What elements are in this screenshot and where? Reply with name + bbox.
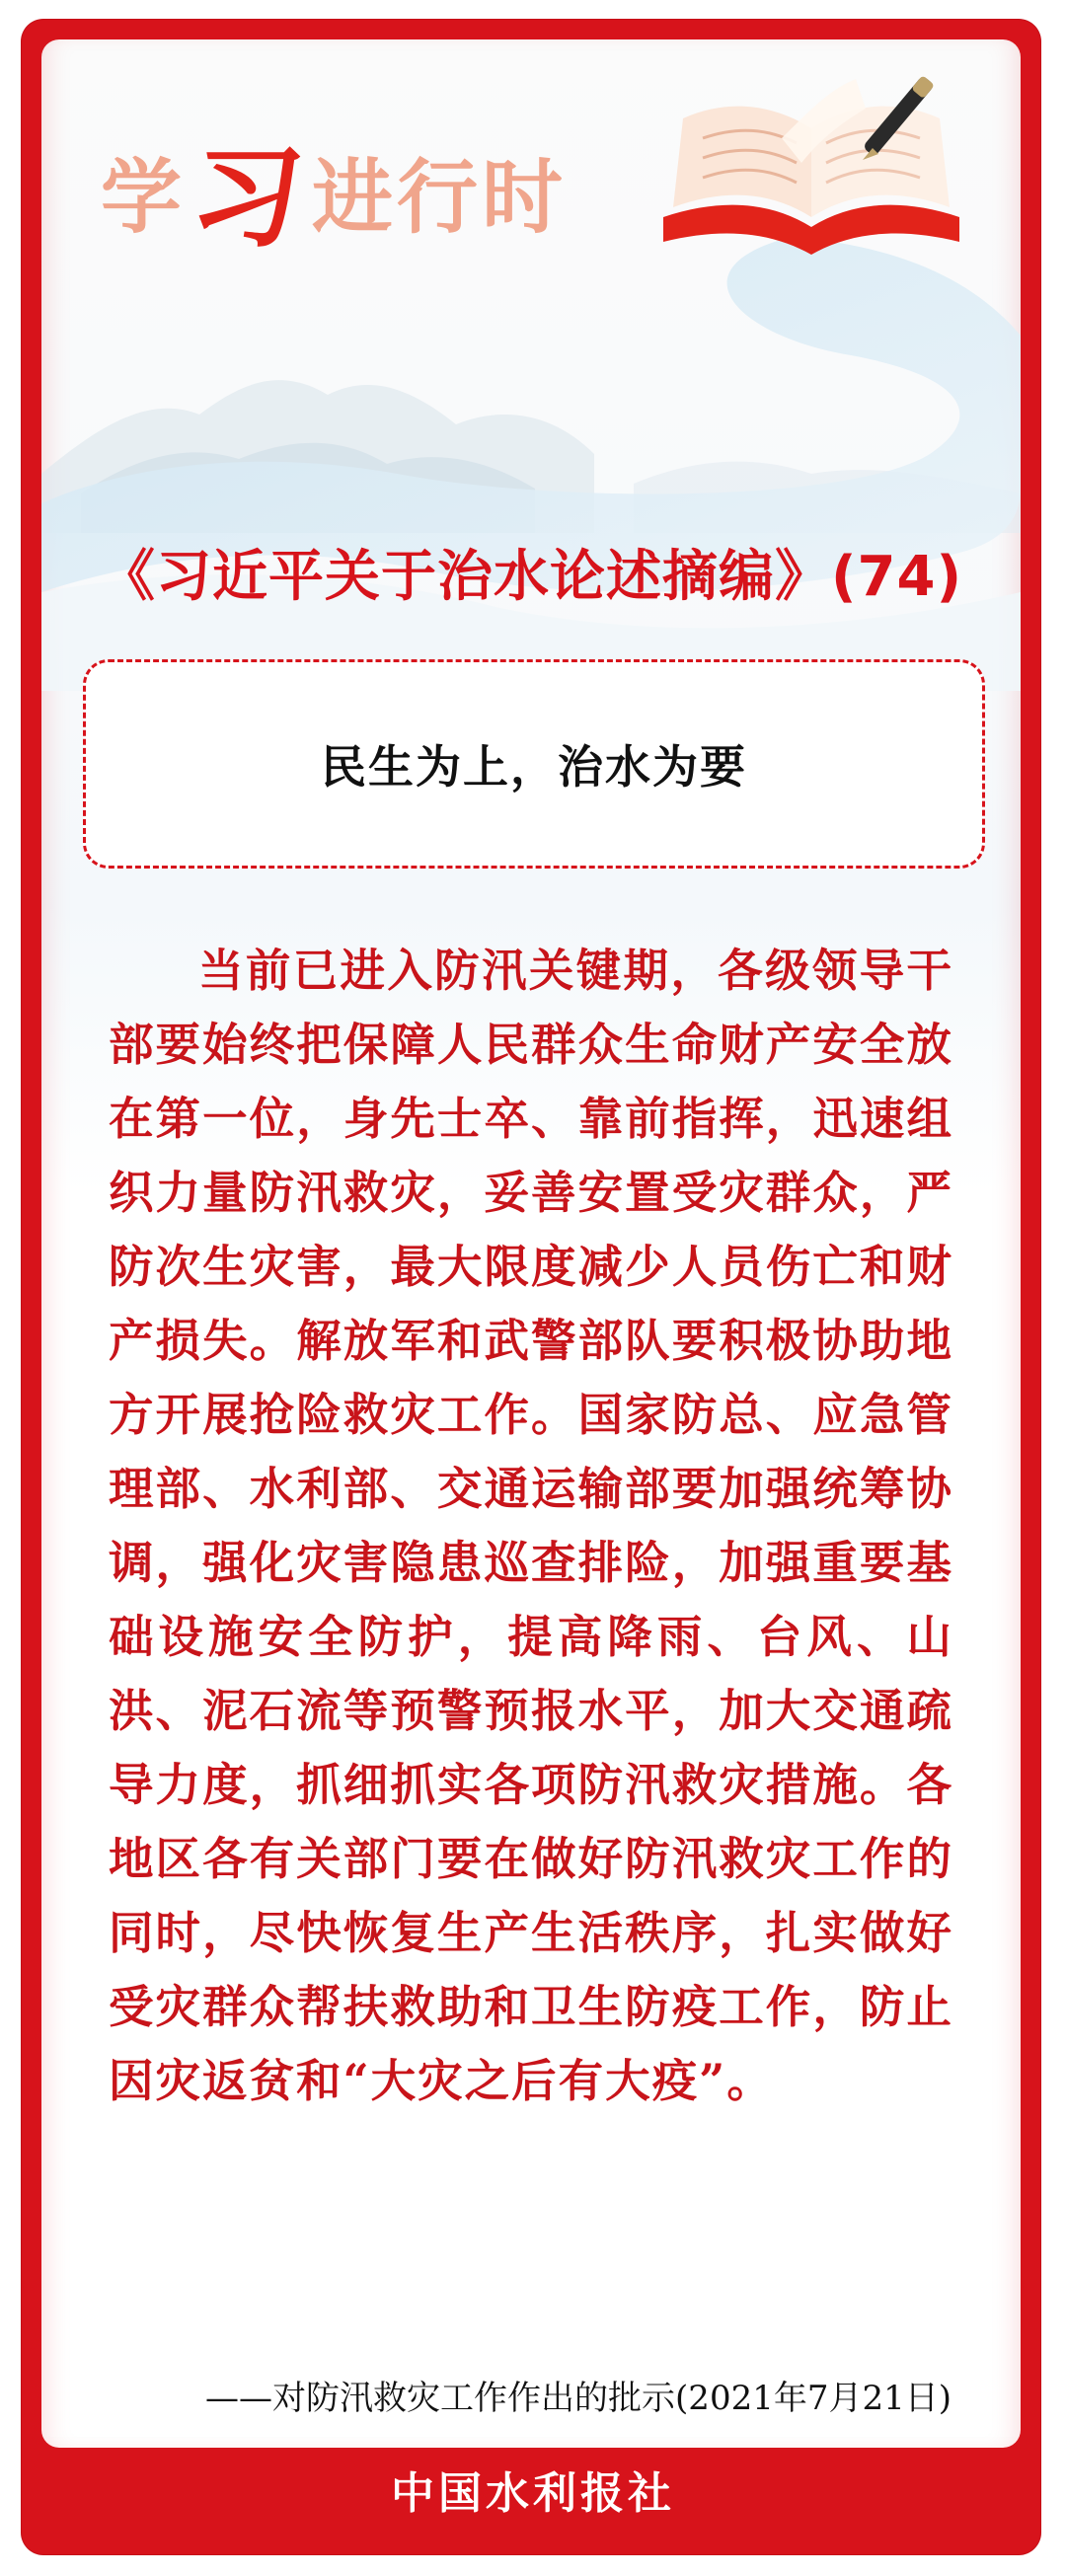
publisher-footer: 中国水利报社 (391, 2468, 675, 2519)
quote-body: 当前已进入防汛关键期，各级领导干部要始终把保障人民群众生命财产安全放在第一位，身先士卒、靠前指挥，迅速组织力量防汛救灾，妥善安置受灾群众，严防次生灾害，最大限度减少人员伤亡和财产损失。解放军和武警部队要积极协助地方开展抢险救灾工作。国家防总、应急管理部、水利部、交通运输部要加强统筹协调，强化灾害隐患巡查排险，加强重要基础设施安全防护，提高降雨、台风、山洪、泥石流等预警预报水平，加大交通疏导力度，抓细抓实各项防汛救灾措施。各地区各有关部门要在做好防汛救灾工作的同时，尽快恢复生产生活秩序，扎实做好受灾群众帮扶救助和卫生防疫工作，防止因灾返贫和“大灾之后有大疫”。 (109, 944, 953, 2107)
open-book-icon (644, 69, 979, 266)
logo-char-1: 学 (101, 151, 187, 245)
logo-char-3: 进 (312, 151, 398, 245)
subtitle: 民生为上，治水为要 (321, 740, 747, 794)
quote-source: ——对防汛救灾工作作出的批示(2021年7月21日) (205, 2379, 952, 2418)
logo-char-2: 习 (185, 134, 313, 264)
subtitle-box (83, 659, 985, 869)
study-time-logo (101, 133, 568, 264)
logo-char-5: 时 (482, 151, 568, 245)
logo-char-4: 行 (397, 151, 483, 245)
content-panel (41, 39, 1021, 2448)
series-title: 《习近平关于治水论述摘编》(74) (99, 545, 963, 609)
